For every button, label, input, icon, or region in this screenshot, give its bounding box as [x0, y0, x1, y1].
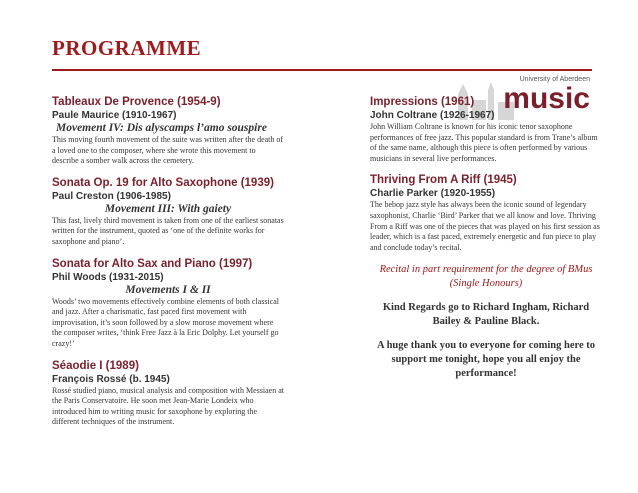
programme-item — [52, 96, 284, 167]
piece-description: John William Coltrane is known for his iconic tenor saxophone performances of free jazz. This popular standard is from Trane’s album of the same name, although this piece is often performed by various musicians in several live performances. — [370, 122, 598, 163]
movement-title: Movement IV: Dis alyscamps l’amo souspire — [56, 122, 267, 134]
piece-title: Thriving From A Riff (1945) — [370, 174, 517, 187]
page-title: PROGRAMME — [52, 36, 202, 60]
composer-name: John Coltrane (1926-1967) — [370, 110, 495, 121]
programme-item — [52, 177, 284, 248]
piece-title: Sonata Op. 19 for Alto Saxophone (1939) — [52, 176, 274, 189]
thank-you-message: A huge thank you to everyone for coming here to support me tonight, hope you all enjoy the performance! — [376, 340, 596, 380]
piece-title: Impressions (1961) — [370, 96, 475, 108]
piece-title: Tableaux De Provence (1954-9) — [52, 96, 221, 108]
recital-requirement-note: Recital in part requirement for the degree of BMus (Single Honours) — [379, 264, 593, 290]
composer-name: Paul Creston (1906-1985) — [52, 190, 171, 202]
piece-description: Rossé studied piano, musical analysis and composition with Messiaen at the Paris Conservatoire. He soon met Jean-Marie Londeix who introduced him to writing music for saxophone by exploring the different techniques of the instrument. — [52, 385, 284, 427]
logo-music-wordmark: music — [503, 82, 590, 115]
piece-description: This moving fourth movement of the suite was written after the death of a loved one to the composer, where she wrote this movement to describe a somber walk across the cemetery. — [52, 135, 284, 166]
composer-name: François Rossé (b. 1945) — [52, 373, 170, 385]
logo-university-text: University of Aberdeen — [519, 76, 590, 83]
piece-title: Séaodie I (1989) — [52, 359, 139, 372]
programme-right-column — [370, 96, 602, 381]
piece-description: This fast, lively third movement is taken from one of the earliest sonatas written for the instrument, quoted as ‘one of the definite works for saxophone and piano’. — [52, 215, 284, 246]
programme-item — [52, 360, 284, 428]
movement-title: Movement III: With gaiety — [104, 202, 232, 215]
composer-name: Phil Woods (1931-2015) — [52, 271, 164, 283]
programme-left-column — [52, 96, 284, 438]
programme-item — [370, 96, 602, 164]
acknowledgements: Kind Regards go to Richard Ingham, Richard Bailey & Pauline Black. — [382, 302, 590, 328]
programme-item — [370, 174, 602, 253]
piece-description: Woods’ two movements effectively combine elements of both classical and jazz. After a charismatic, fast paced first movement with improvisation, it’s soon followed by a slow morose movement where the composer writes, ‘think Free Jazz à la Eric Dolphy. Let yourself go crazy!’ — [52, 296, 279, 348]
composer-name: Charlie Parker (1920-1955) — [370, 188, 496, 200]
title-divider — [52, 69, 592, 71]
movement-title: Movements I & II — [125, 283, 211, 296]
programme-item — [52, 258, 284, 350]
piece-title: Sonata for Alto Sax and Piano (1997) — [52, 257, 253, 270]
piece-description: The bebop jazz style has always been the iconic sound of legendary saxophonist, Charlie ‘Bird’ Parker that we all know and love. Thriving From a Riff was one of the pieces that was played on his first session as leader, which is a fast paced, extremely energetic and fun piece to play and conclude today’s recital. — [370, 200, 600, 252]
composer-name: Paule Maurice (1910-1967) — [52, 110, 177, 121]
